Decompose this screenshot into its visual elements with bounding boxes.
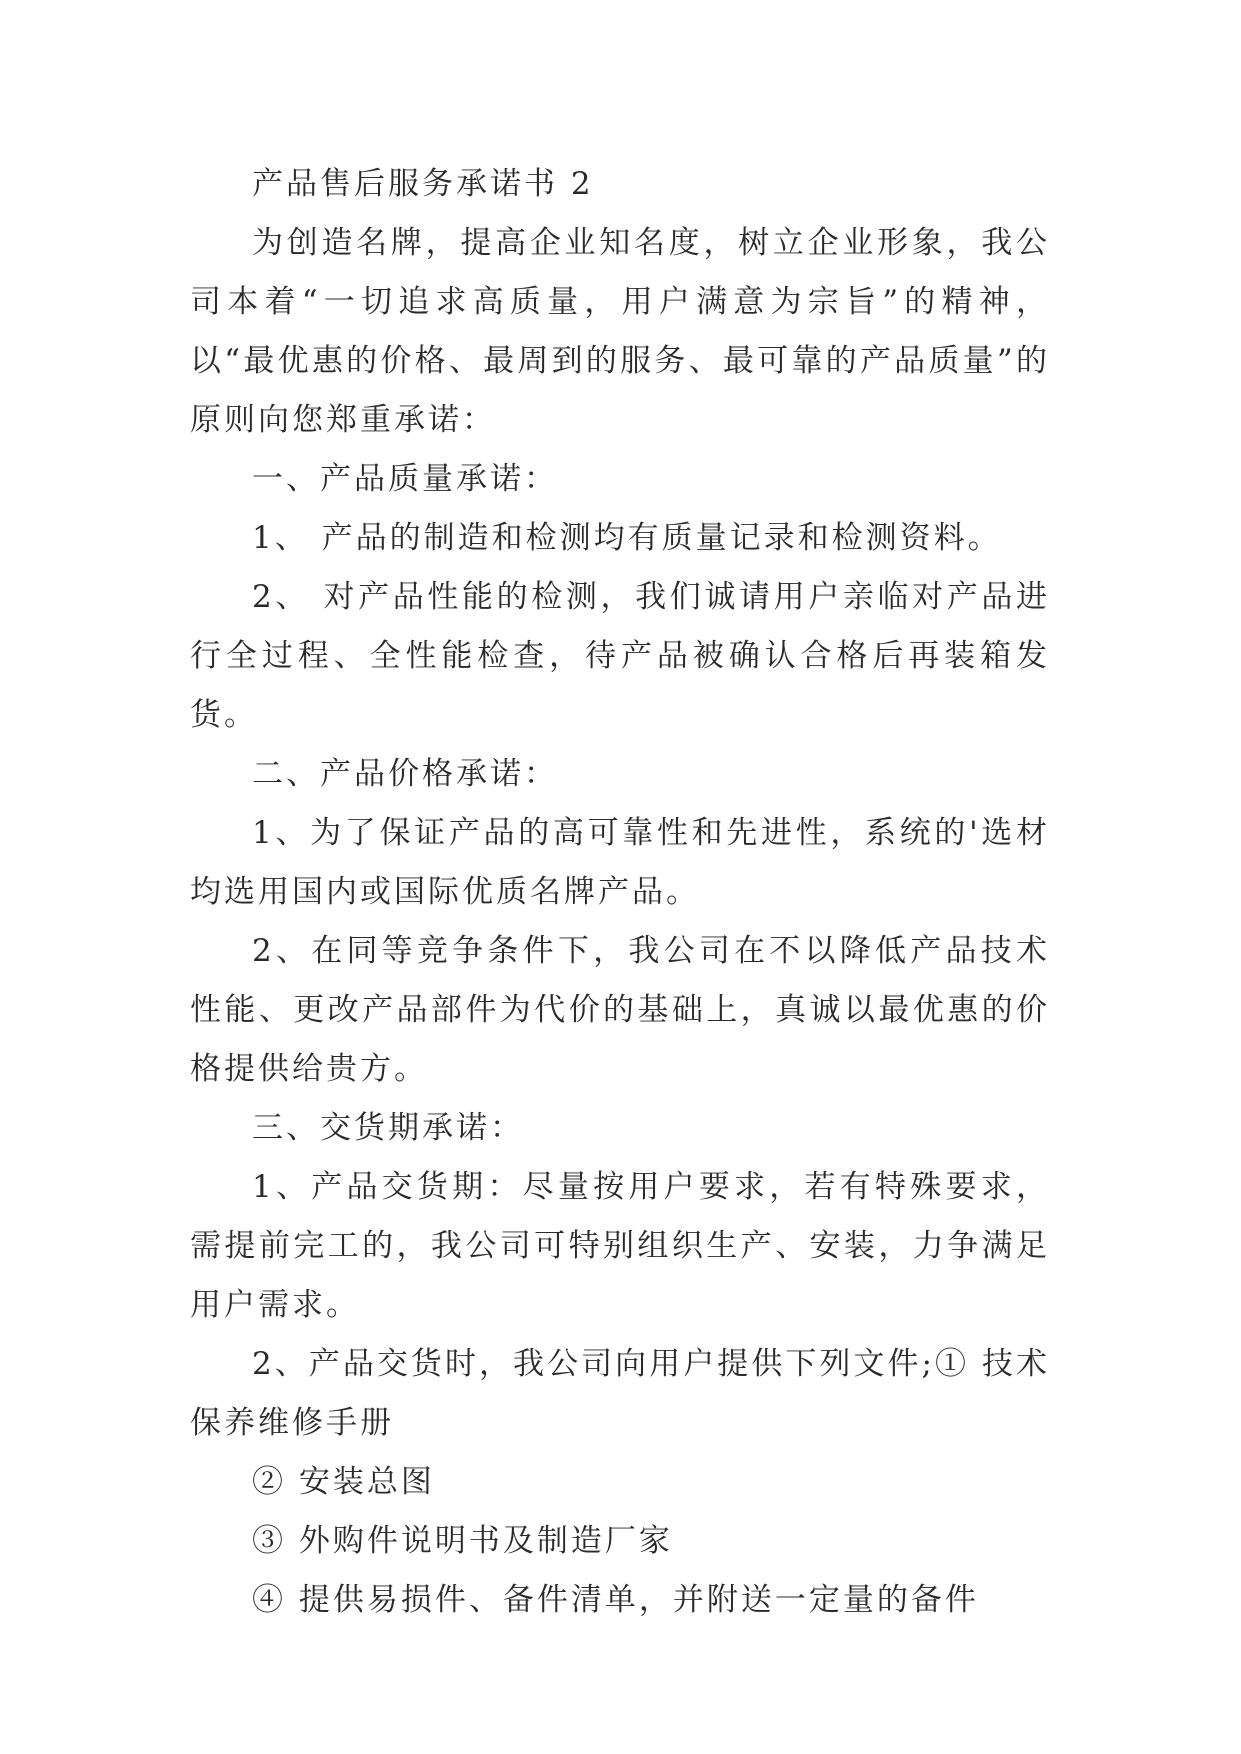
paragraph-price-1: 1、为了保证产品的高可靠性和先进性，系统的'选材均选用国内或国际优质名牌产品。 [190, 815, 1050, 910]
document-title: 产品售后服务承诺书 2 [252, 166, 594, 202]
paragraph-delivery-2: 2、产品交货时，我公司向用户提供下列文件;① 技术保养维修手册 [190, 1346, 1050, 1441]
paragraph-quality-2: 2、 对产品性能的检测，我们诚请用户亲临对产品进行全过程、全性能检查，待产品被确认合格后再装箱发货。 [190, 579, 1050, 733]
document-body [190, 155, 1050, 1630]
list-item-purchased-parts: ③ 外购件说明书及制造厂家 [252, 1523, 673, 1559]
paragraph-intro: 为创造名牌，提高企业知名度，树立企业形象，我公司本着“一切追求高质量，用户满意为宗旨”的精神，以“最优惠的价格、最周到的服务、最可靠的产品质量”的原则向您郑重承诺： [190, 225, 1050, 438]
paragraph-price-2: 2、在同等竞争条件下，我公司在不以降低产品技术性能、更改产品部件为代价的基础上，真诚以最优惠的价格提供给贵方。 [190, 933, 1050, 1087]
list-item-spare-parts: ④ 提供易损件、备件清单，并附送一定量的备件 [252, 1582, 979, 1618]
section-heading-delivery: 三、交货期承诺： [252, 1110, 524, 1146]
paragraph-quality-1: 1、 产品的制造和检测均有质量记录和检测资料。 [252, 520, 1002, 556]
list-item-install-drawing: ② 安装总图 [252, 1464, 435, 1500]
section-heading-quality: 一、产品质量承诺： [252, 461, 558, 497]
section-heading-price: 二、产品价格承诺： [252, 756, 558, 792]
paragraph-delivery-1: 1、产品交货期：尽量按用户要求，若有特殊要求，需提前完工的，我公司可特别组织生产、安装，力争满足用户需求。 [190, 1169, 1050, 1323]
